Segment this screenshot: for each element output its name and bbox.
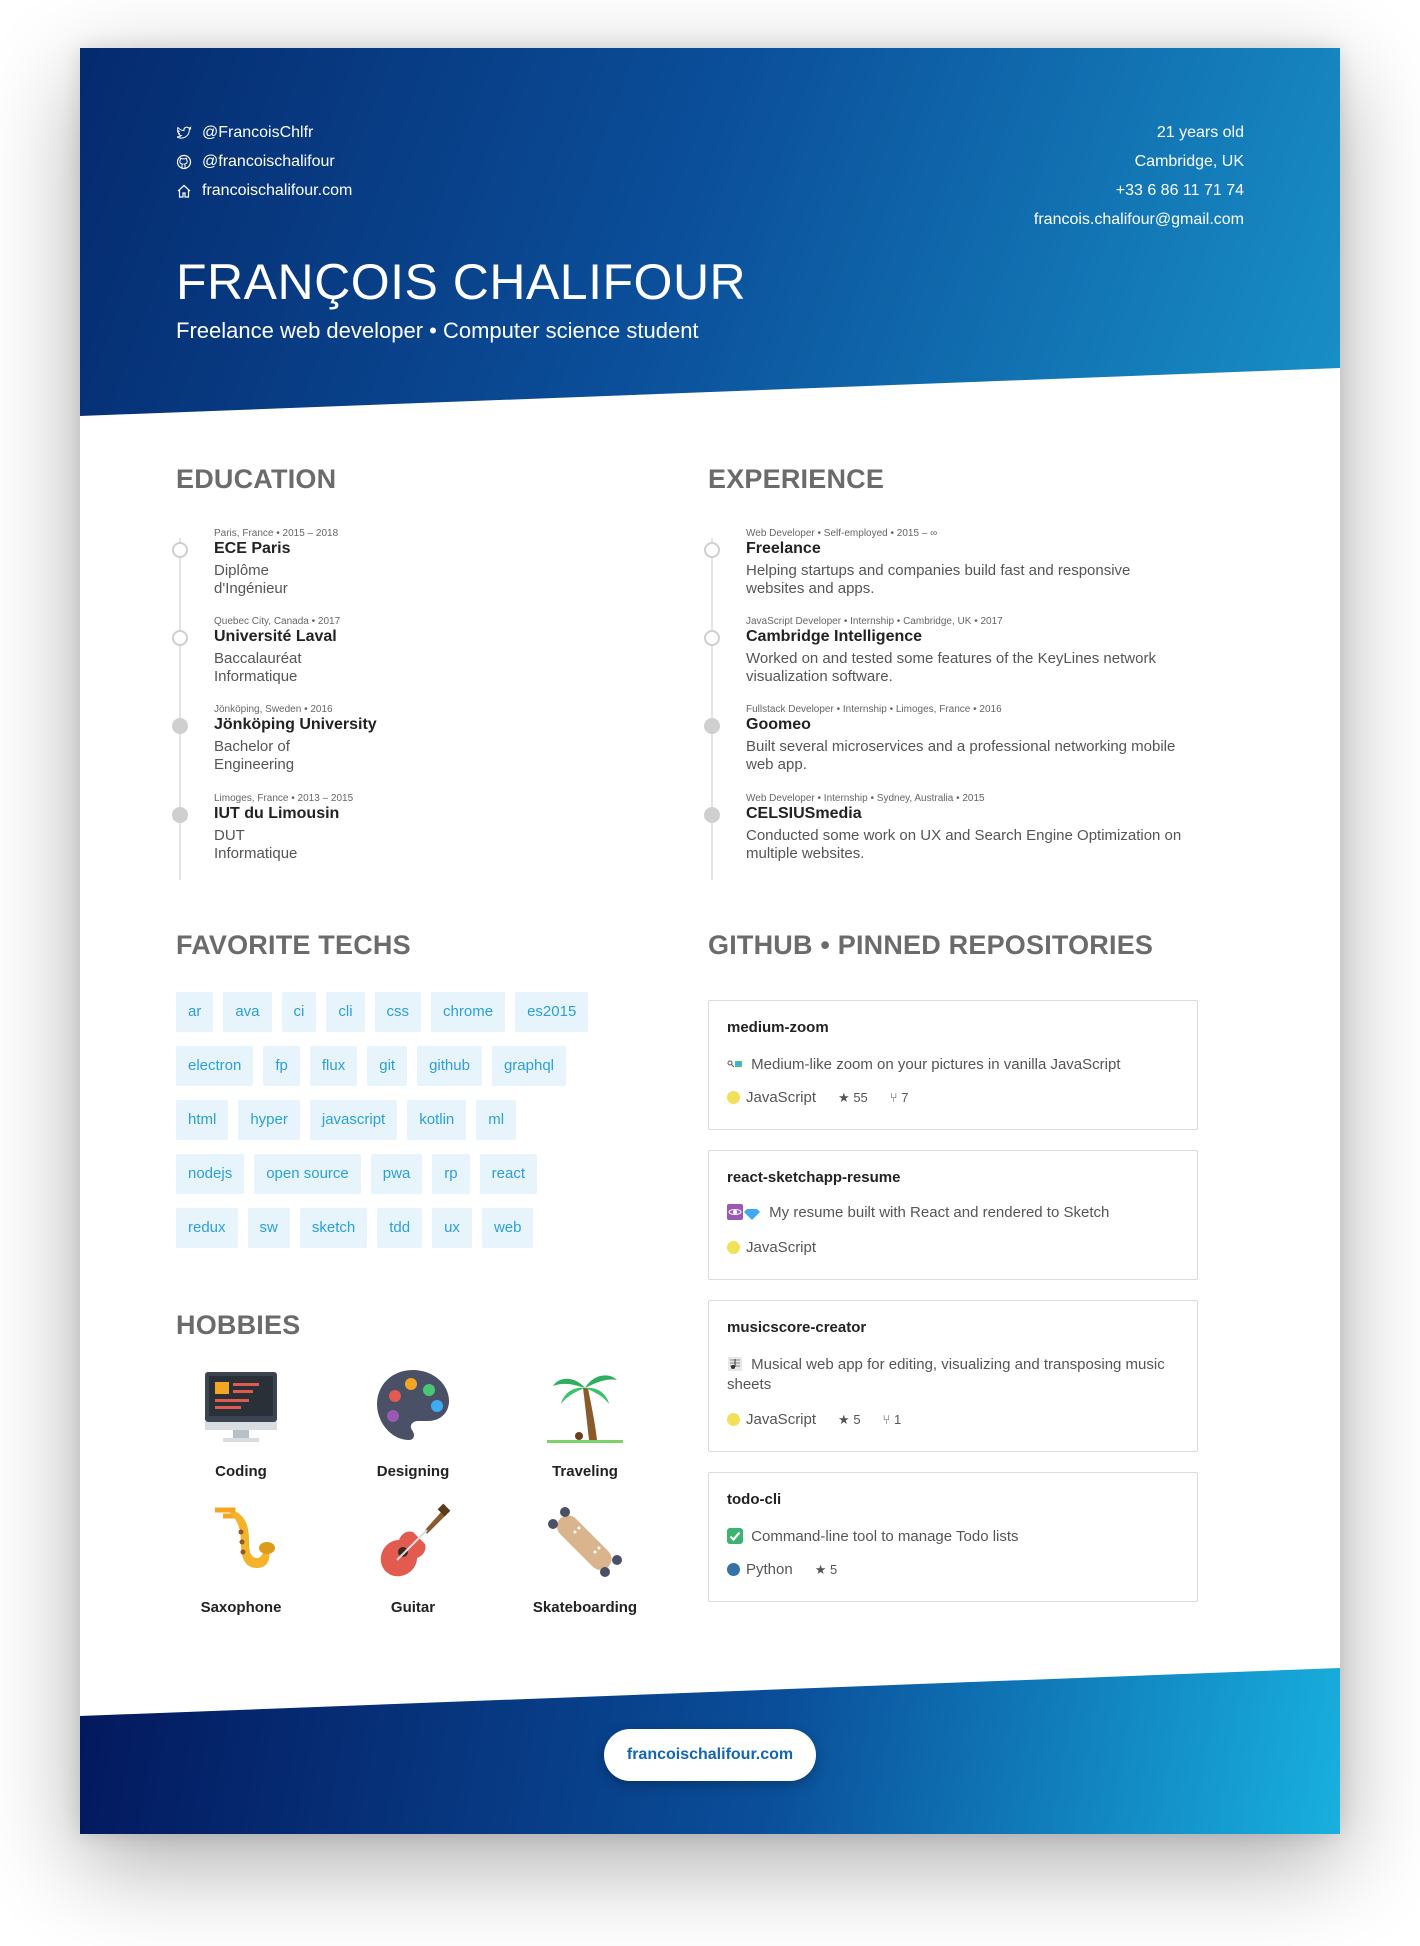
tech-tag[interactable]: flux (310, 1046, 357, 1086)
github-icon (176, 154, 192, 170)
repo-language: JavaScript (746, 1089, 817, 1106)
tech-tag[interactable]: react (480, 1154, 537, 1194)
home-icon (176, 183, 192, 199)
tech-tag[interactable]: ci (282, 992, 317, 1032)
skateboard-icon (545, 1502, 625, 1582)
education-degree: DUT Informatique (214, 827, 298, 862)
repo-stars[interactable] (838, 1090, 868, 1106)
social-github[interactable] (176, 147, 352, 176)
tech-tag[interactable]: css (375, 992, 422, 1032)
repo-meta (727, 1089, 908, 1106)
tech-tag[interactable]: chrome (431, 992, 505, 1032)
repo-description (727, 1055, 1167, 1075)
hobby-label: Saxophone (200, 1599, 282, 1616)
timeline-dot (172, 807, 188, 823)
timeline-dot (704, 807, 720, 823)
repo-desc-text: Musical web app for editing, visualizing and transposing music sheets (727, 1356, 1165, 1393)
timeline-dot (704, 630, 720, 646)
tech-tag[interactable]: electron (176, 1046, 253, 1086)
magnifier-picture-icon (727, 1056, 743, 1072)
tech-tag[interactable]: nodejs (176, 1154, 244, 1194)
tag-row (176, 1154, 656, 1194)
experience-meta: Web Developer • Internship • Sydney, Australia • 2015 (746, 793, 985, 804)
education-degree: Diplôme d'Ingénieur (214, 562, 288, 597)
hobby-label: Traveling (552, 1463, 618, 1480)
repo-forks[interactable] (883, 1412, 902, 1427)
website-link: francoischalifour.com (202, 181, 353, 199)
tech-tag[interactable]: web (482, 1208, 534, 1248)
hobbies-title: HOBBIES (176, 1310, 301, 1340)
computer-icon (201, 1366, 281, 1446)
tech-tag[interactable]: ux (432, 1208, 472, 1248)
stars-count: 5 (829, 1561, 838, 1577)
forks-count: 7 (901, 1090, 909, 1105)
language-color-dot (727, 1241, 740, 1254)
twitter-handle: @FrancoisChlfr (202, 123, 314, 141)
tech-tag[interactable]: graphql (492, 1046, 566, 1086)
experience-company: Cambridge Intelligence (746, 628, 923, 645)
phone[interactable]: +33 6 86 11 71 74 (1115, 182, 1244, 199)
palm-tree-icon (545, 1366, 625, 1446)
forks-count: 1 (893, 1412, 902, 1427)
experience-company: Goomeo (746, 716, 811, 733)
timeline-dot (172, 718, 188, 734)
repo-meta (727, 1561, 837, 1578)
education-timeline (176, 528, 636, 880)
tech-tag[interactable]: redux (176, 1208, 238, 1248)
repo-card-musicscore-creator[interactable] (708, 1300, 1198, 1452)
contact-info (1034, 118, 1244, 234)
repo-language: Python (746, 1561, 793, 1578)
timeline-line (179, 538, 181, 880)
tag-row (176, 1208, 656, 1248)
education-school: Université Laval (214, 628, 337, 645)
repo-name[interactable]: react-sketchapp-resume (727, 1169, 901, 1186)
tech-tag[interactable]: hyper (238, 1100, 300, 1140)
experience-desc: Built several microservices and a professional networking mobile web app. (746, 738, 1176, 773)
age: 21 years old (1156, 124, 1244, 141)
repo-card-react-sketchapp-resume[interactable] (708, 1150, 1198, 1280)
resume-sheet (80, 48, 1340, 1834)
repo-description (727, 1527, 1167, 1547)
repo-name[interactable]: medium-zoom (727, 1019, 829, 1036)
education-meta: Quebec City, Canada • 2017 (214, 616, 341, 627)
footer-website-button[interactable]: francoischalifour.com (604, 1729, 816, 1781)
experience-desc: Conducted some work on UX and Search Engine Optimization on multiple websites. (746, 827, 1182, 862)
hobby-label: Coding (215, 1463, 267, 1480)
location: Cambridge, UK (1134, 153, 1244, 170)
tech-tag[interactable]: sw (248, 1208, 290, 1248)
hobby-traveling (520, 1366, 650, 1480)
tech-tag[interactable]: es2015 (515, 992, 588, 1032)
full-name: FRANÇOIS CHALIFOUR (176, 254, 747, 310)
stars-count: 55 (853, 1089, 868, 1105)
timeline-dot (172, 542, 188, 558)
tag-row (176, 1100, 656, 1140)
hobby-coding (176, 1366, 306, 1480)
repo-meta (727, 1239, 816, 1256)
tag-row (176, 992, 656, 1032)
experience-meta: JavaScript Developer • Internship • Cambridge, UK • 2017 (746, 616, 1003, 627)
timeline-dot (704, 542, 720, 558)
repo-desc-text: Medium-like zoom on your pictures in vanilla JavaScript (751, 1056, 1121, 1073)
atom-gem-icon (727, 1204, 761, 1220)
education-school: Jönköping University (214, 716, 377, 733)
fork-icon: ⑂ (889, 1090, 902, 1105)
education-meta: Paris, France • 2015 – 2018 (214, 528, 339, 539)
timeline-line (711, 538, 713, 880)
repo-card-todo-cli[interactable] (708, 1472, 1198, 1602)
experience-company: CELSIUSmedia (746, 805, 862, 822)
timeline-dot (172, 630, 188, 646)
hobby-saxophone (176, 1502, 306, 1616)
github-handle: @francoischalifour (202, 152, 335, 170)
experience-desc: Worked on and tested some features of the KeyLines network visualization software. (746, 650, 1156, 685)
star-icon: ★ (838, 1411, 854, 1427)
language-color-dot (727, 1563, 740, 1576)
repo-card-medium-zoom[interactable] (708, 1000, 1198, 1130)
language-color-dot (727, 1091, 740, 1104)
hobby-guitar (348, 1502, 478, 1616)
hobby-designing (348, 1366, 478, 1480)
repo-name[interactable]: musicscore-creator (727, 1319, 867, 1336)
experience-desc: Helping startups and companies build fast and responsive websites and apps. (746, 562, 1131, 597)
education-degree: Bachelor of Engineering (214, 738, 295, 773)
tech-tag[interactable]: ar (176, 992, 213, 1032)
tag-row (176, 1046, 656, 1086)
tagline: Freelance web developer • Computer science student (176, 318, 699, 343)
experience-title: EXPERIENCE (708, 464, 885, 494)
hobby-label: Guitar (390, 1599, 436, 1616)
experience-meta: Web Developer • Self-employed • 2015 – ∞ (746, 528, 938, 539)
guitar-icon (373, 1502, 453, 1582)
repo-language: JavaScript (746, 1411, 817, 1428)
repo-description (727, 1355, 1167, 1395)
tech-tag[interactable]: rp (432, 1154, 469, 1194)
timeline-dot (704, 718, 720, 734)
education-degree: Baccalauréat Informatique (214, 650, 302, 685)
hobby-skateboarding (520, 1502, 650, 1616)
repo-stars[interactable] (815, 1562, 838, 1578)
repo-desc-text: Command-line tool to manage Todo lists (751, 1528, 1019, 1545)
techs-tag-cloud (176, 992, 656, 1262)
social-links (176, 118, 352, 205)
experience-timeline (708, 528, 1208, 880)
tech-tag[interactable]: github (417, 1046, 482, 1086)
hobby-label: Designing (376, 1463, 450, 1480)
education-title: EDUCATION (176, 464, 337, 494)
email[interactable]: francois.chalifour@gmail.com (1033, 211, 1244, 228)
fork-icon: ⑂ (882, 1412, 894, 1427)
stars-count: 5 (853, 1411, 861, 1427)
hobby-label: Skateboarding (532, 1599, 638, 1616)
tech-tag[interactable]: ml (476, 1100, 516, 1140)
tech-tag[interactable]: ava (223, 992, 271, 1032)
tech-tag[interactable]: javascript (310, 1100, 397, 1140)
repo-name[interactable]: todo-cli (727, 1491, 782, 1508)
repo-stars[interactable] (838, 1412, 861, 1428)
social-twitter[interactable] (176, 118, 352, 147)
techs-title: FAVORITE TECHS (176, 930, 411, 960)
tech-tag[interactable]: pwa (371, 1154, 423, 1194)
repo-forks[interactable] (890, 1090, 909, 1105)
education-school: IUT du Limousin (214, 805, 340, 822)
repo-meta (727, 1411, 901, 1428)
repo-desc-text: My resume built with React and rendered to Sketch (769, 1204, 1110, 1221)
star-icon: ★ (814, 1561, 830, 1577)
tech-tag[interactable]: kotlin (407, 1100, 466, 1140)
github-title: GITHUB • PINNED REPOSITORIES (708, 930, 1154, 960)
saxophone-icon (201, 1502, 281, 1582)
experience-meta: Fullstack Developer • Internship • Limoges, France • 2016 (746, 704, 1002, 715)
twitter-icon (176, 125, 192, 141)
palette-icon (373, 1366, 453, 1446)
social-website[interactable] (176, 176, 352, 205)
experience-company: Freelance (746, 540, 821, 557)
tech-tag[interactable]: html (176, 1100, 228, 1140)
star-icon: ★ (838, 1089, 854, 1105)
education-school: ECE Paris (214, 540, 291, 557)
tech-tag[interactable]: open source (254, 1154, 361, 1194)
tech-tag[interactable]: cli (326, 992, 364, 1032)
repo-language: JavaScript (746, 1239, 817, 1256)
check-mark-icon (727, 1528, 743, 1544)
tech-tag[interactable]: tdd (377, 1208, 422, 1248)
repo-description (727, 1203, 1167, 1223)
language-color-dot (727, 1413, 740, 1426)
tech-tag[interactable]: sketch (300, 1208, 367, 1248)
music-score-icon (727, 1356, 743, 1372)
tech-tag[interactable]: git (367, 1046, 407, 1086)
education-meta: Jönköping, Sweden • 2016 (214, 704, 333, 715)
tech-tag[interactable]: fp (263, 1046, 300, 1086)
education-meta: Limoges, France • 2013 – 2015 (214, 793, 354, 804)
